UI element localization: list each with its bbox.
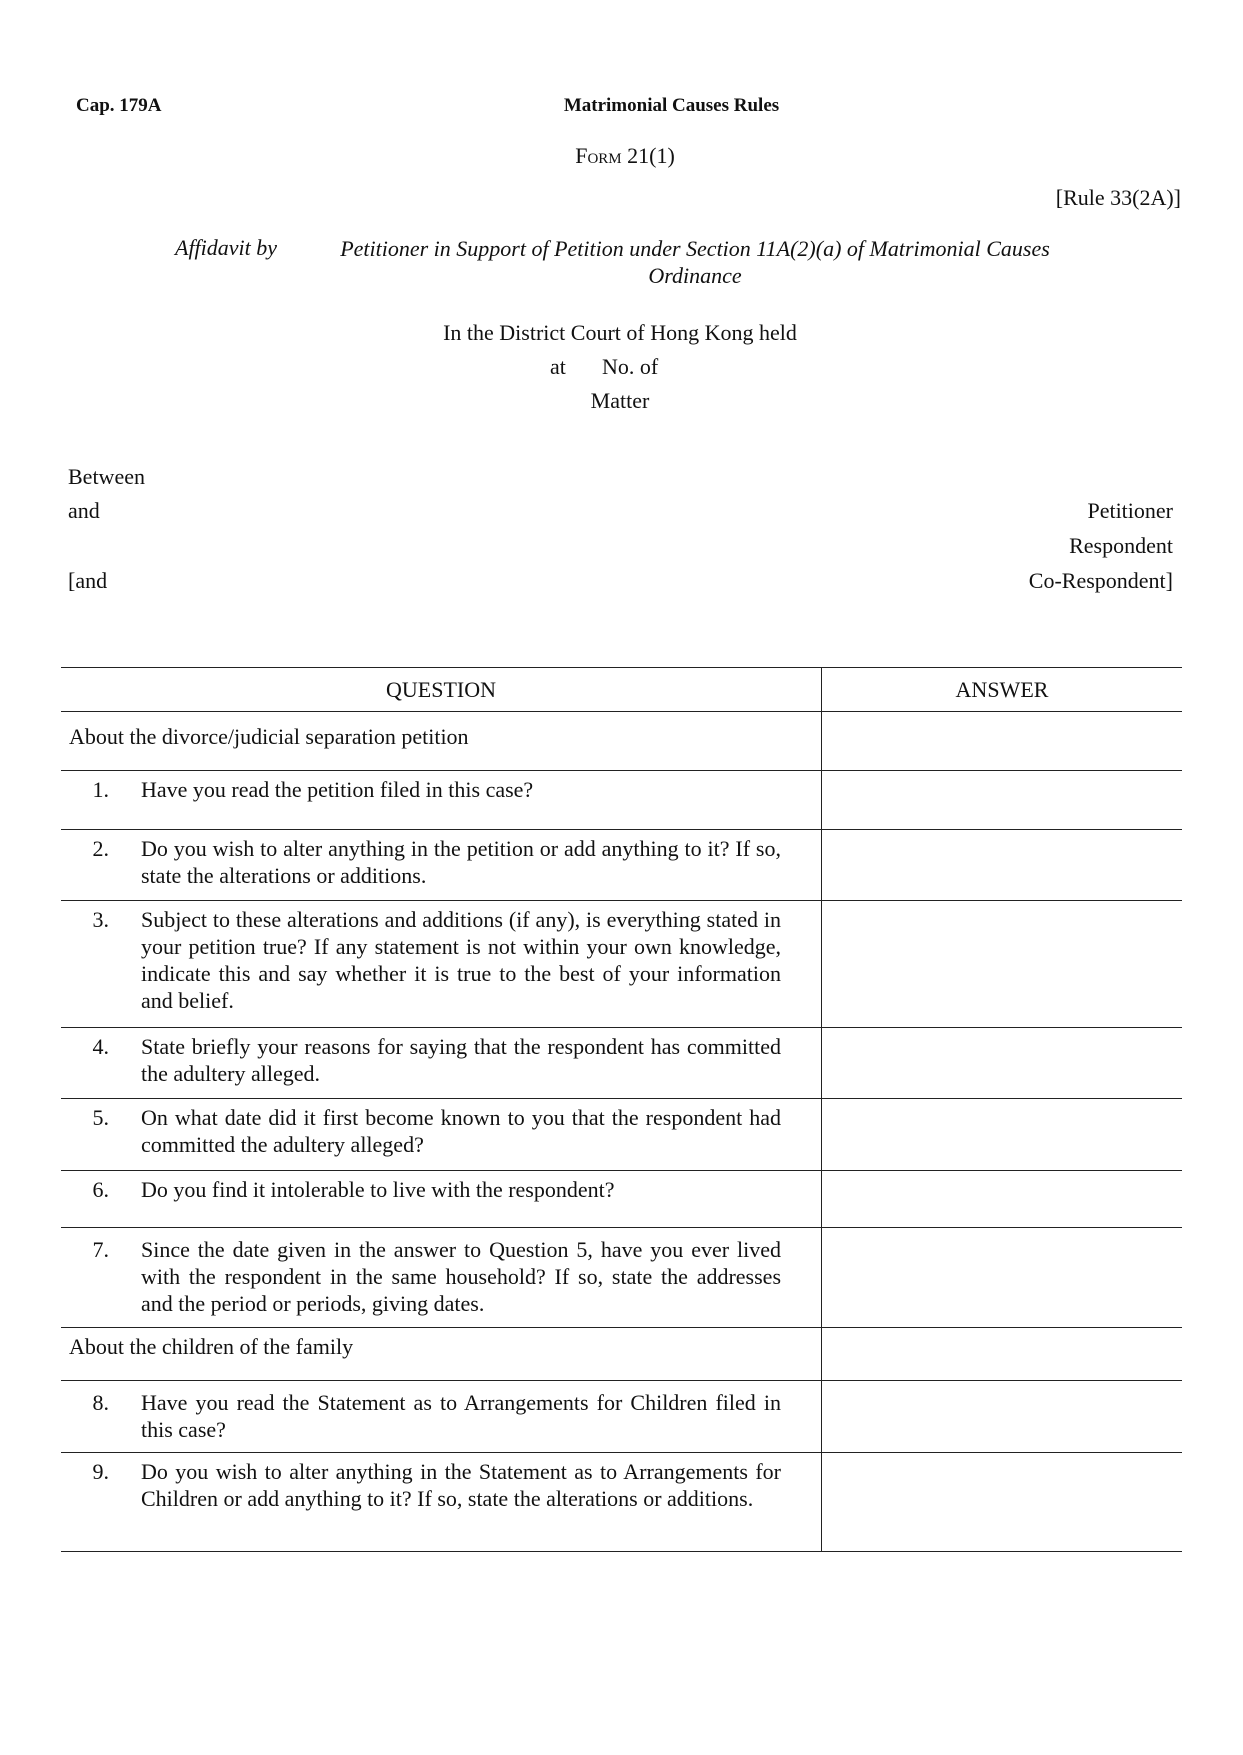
answer-cell[interactable] xyxy=(822,1171,1183,1228)
document-title: Matrimonial Causes Rules xyxy=(563,95,780,116)
court-at: at xyxy=(550,354,566,379)
answer-cell[interactable] xyxy=(822,1381,1183,1453)
answer-cell[interactable] xyxy=(822,712,1183,771)
table-row xyxy=(61,1028,1182,1099)
chapter-number: Cap. 179A xyxy=(76,95,162,116)
affidavit-label: Affidavit by xyxy=(175,235,278,260)
question-text: Have you read the petition filed in this case? xyxy=(141,777,534,802)
question-header: QUESTION xyxy=(61,668,822,712)
between-label: Between xyxy=(68,464,145,489)
answer-cell[interactable] xyxy=(822,901,1183,1028)
answer-cell[interactable] xyxy=(822,1099,1183,1171)
table-row xyxy=(61,1171,1182,1228)
co-respondent-label: Co-Respondent] xyxy=(1028,568,1173,593)
question-text: On what date did it first become known to you that the respondent had committed the adultery alleged? xyxy=(141,1105,781,1157)
answer-cell[interactable] xyxy=(822,1028,1183,1099)
affidavit-title: Petitioner in Support of Petition under Section 11A(2)(a) of Matrimonial Causes Ordinance xyxy=(340,236,1050,288)
question-number: 1. xyxy=(92,777,109,802)
table-row xyxy=(61,1099,1182,1171)
section-row xyxy=(61,712,1182,771)
question-number: 4. xyxy=(92,1034,109,1059)
question-text: State briefly your reasons for saying that the respondent has committed the adultery alleged. xyxy=(141,1034,781,1086)
answer-cell[interactable] xyxy=(822,830,1183,901)
answer-cell[interactable] xyxy=(822,771,1183,830)
question-text: Do you wish to alter anything in the Statement as to Arrangements for Children or add anything to it? If so, state the alterations or additions. xyxy=(141,1459,781,1511)
petitioner-label: Petitioner xyxy=(1087,498,1173,523)
form-number-value: 21(1) xyxy=(627,143,675,168)
form-prefix: Form xyxy=(575,143,622,168)
question-number: 3. xyxy=(92,907,109,932)
table-row xyxy=(61,1381,1182,1453)
question-number: 8. xyxy=(92,1390,109,1415)
rule-reference: [Rule 33(2A)] xyxy=(1055,185,1181,210)
answer-header: ANSWER xyxy=(822,668,1183,712)
table-row xyxy=(61,771,1182,830)
form-number xyxy=(0,143,1243,169)
question-number: 6. xyxy=(92,1177,109,1202)
answer-cell[interactable] xyxy=(822,1453,1183,1552)
section-heading-children: About the children of the family xyxy=(61,1328,822,1381)
answer-cell[interactable] xyxy=(822,1228,1183,1328)
and-co-respondent-label: [and xyxy=(68,568,108,593)
respondent-label: Respondent xyxy=(1069,533,1173,558)
question-number: 2. xyxy=(92,836,109,861)
table-header-row xyxy=(61,668,1182,712)
question-text: Do you find it intolerable to live with the respondent? xyxy=(141,1177,615,1202)
table-row xyxy=(61,901,1182,1028)
court-number: No. of xyxy=(602,354,659,379)
question-text: Subject to these alterations and additions (if any), is everything stated in your petition true? If any statement is not within your own knowledge, indicate this and say whether it is true to the best of your information and belief. xyxy=(141,907,781,1013)
question-number: 9. xyxy=(92,1459,109,1484)
court-line: In the District Court of Hong Kong held xyxy=(443,320,797,345)
question-text: Since the date given in the answer to Question 5, have you ever lived with the respondent in the same household? If so, state the addresses and the period or periods, giving dates. xyxy=(141,1237,781,1316)
question-answer-table xyxy=(61,667,1182,1552)
table-row xyxy=(61,1228,1182,1328)
section-row xyxy=(61,1328,1182,1381)
answer-cell[interactable] xyxy=(822,1328,1183,1381)
question-number: 7. xyxy=(92,1237,109,1262)
question-text: Have you read the Statement as to Arrangements for Children filed in this case? xyxy=(141,1390,781,1442)
court-matter: Matter xyxy=(590,388,650,413)
table-row xyxy=(61,1453,1182,1552)
table-row xyxy=(61,830,1182,901)
question-text: Do you wish to alter anything in the petition or add anything to it? If so, state the alterations or additions. xyxy=(141,836,781,888)
section-heading-petition: About the divorce/judicial separation petition xyxy=(61,712,822,771)
and-label: and xyxy=(68,498,100,523)
question-number: 5. xyxy=(92,1105,109,1130)
